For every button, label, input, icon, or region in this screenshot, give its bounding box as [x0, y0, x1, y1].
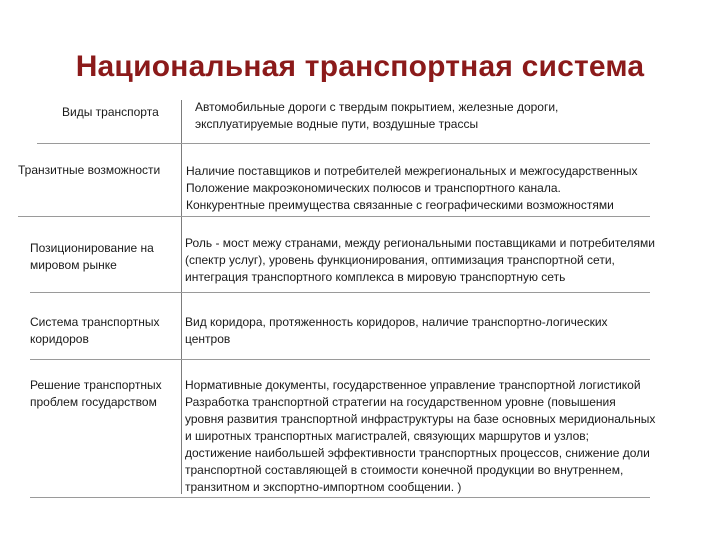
content-line: Разработка транспортной стратегии на государственном уровне (повышения: [185, 395, 616, 409]
content-line: (спектр услуг), уровень функционирования, оптимизация транспортной сети,: [185, 253, 615, 267]
content-line: интеграция транспортного комплекса в мировую транспортную сеть: [185, 270, 566, 284]
row-content-transport-types: [195, 99, 558, 133]
content-line: уровня развития транспортной инфраструктуры на базе основных меридиональных: [185, 412, 656, 426]
content-line: эксплуатируемые водные пути, воздушные трассы: [195, 117, 479, 131]
label-line: Позиционирование на: [30, 241, 154, 255]
content-line: центров: [185, 332, 231, 346]
label-line: коридоров: [30, 332, 89, 346]
content-line: Наличие поставщиков и потребителей межрегиональных и межгосударственных: [186, 164, 638, 178]
column-divider: [181, 100, 182, 494]
row-content-state-solutions: [185, 377, 655, 496]
row-separator: [30, 292, 650, 293]
page-title: Национальная транспортная система: [75, 50, 645, 83]
row-separator: [30, 497, 650, 498]
label-line: проблем государством: [30, 395, 157, 409]
content-line: Вид коридора, протяженность коридоров, наличие транспортно-логических: [185, 315, 608, 329]
row-separator: [37, 143, 650, 144]
content-line: Положение макроэкономических полюсов и транспортного канала.: [186, 181, 561, 195]
row-separator: [30, 359, 650, 360]
label-line: мировом рынке: [30, 258, 117, 272]
row-label-transport-types: Виды транспорта: [62, 105, 159, 119]
row-label-state-solutions: [30, 377, 162, 411]
content-line: Автомобильные дороги с твердым покрытием, железные дороги,: [195, 100, 559, 114]
row-content-positioning: [185, 235, 655, 286]
row-content-corridors: [185, 314, 608, 348]
row-label-corridors: [30, 314, 159, 348]
row-label-transit: Транзитные возможности: [18, 163, 161, 177]
content-line: транспортной составляющей в стоимости конечной продукции во внутреннем,: [185, 463, 624, 477]
content-line: транзитном и экспортно-импортном сообщении. ): [185, 480, 462, 494]
content-line: и широтных транспортных магистралей, связующих маршрутов и узлов;: [185, 429, 590, 443]
label-line: Система транспортных: [30, 315, 160, 329]
content-line: Нормативные документы, государственное управление транспортной логистикой: [185, 378, 641, 392]
label-line: Решение транспортных: [30, 378, 162, 392]
content-line: достижение наибольшей эффективности транспортных процессов, снижение доли: [185, 446, 650, 460]
row-content-transit: [186, 163, 637, 214]
row-separator: [18, 216, 650, 217]
content-line: Конкурентные преимущества связанные с географическими возможностями: [186, 198, 614, 212]
content-line: Роль - мост межу странами, между региональными поставщиками и потребителями: [185, 236, 655, 250]
row-label-positioning: [30, 240, 154, 274]
